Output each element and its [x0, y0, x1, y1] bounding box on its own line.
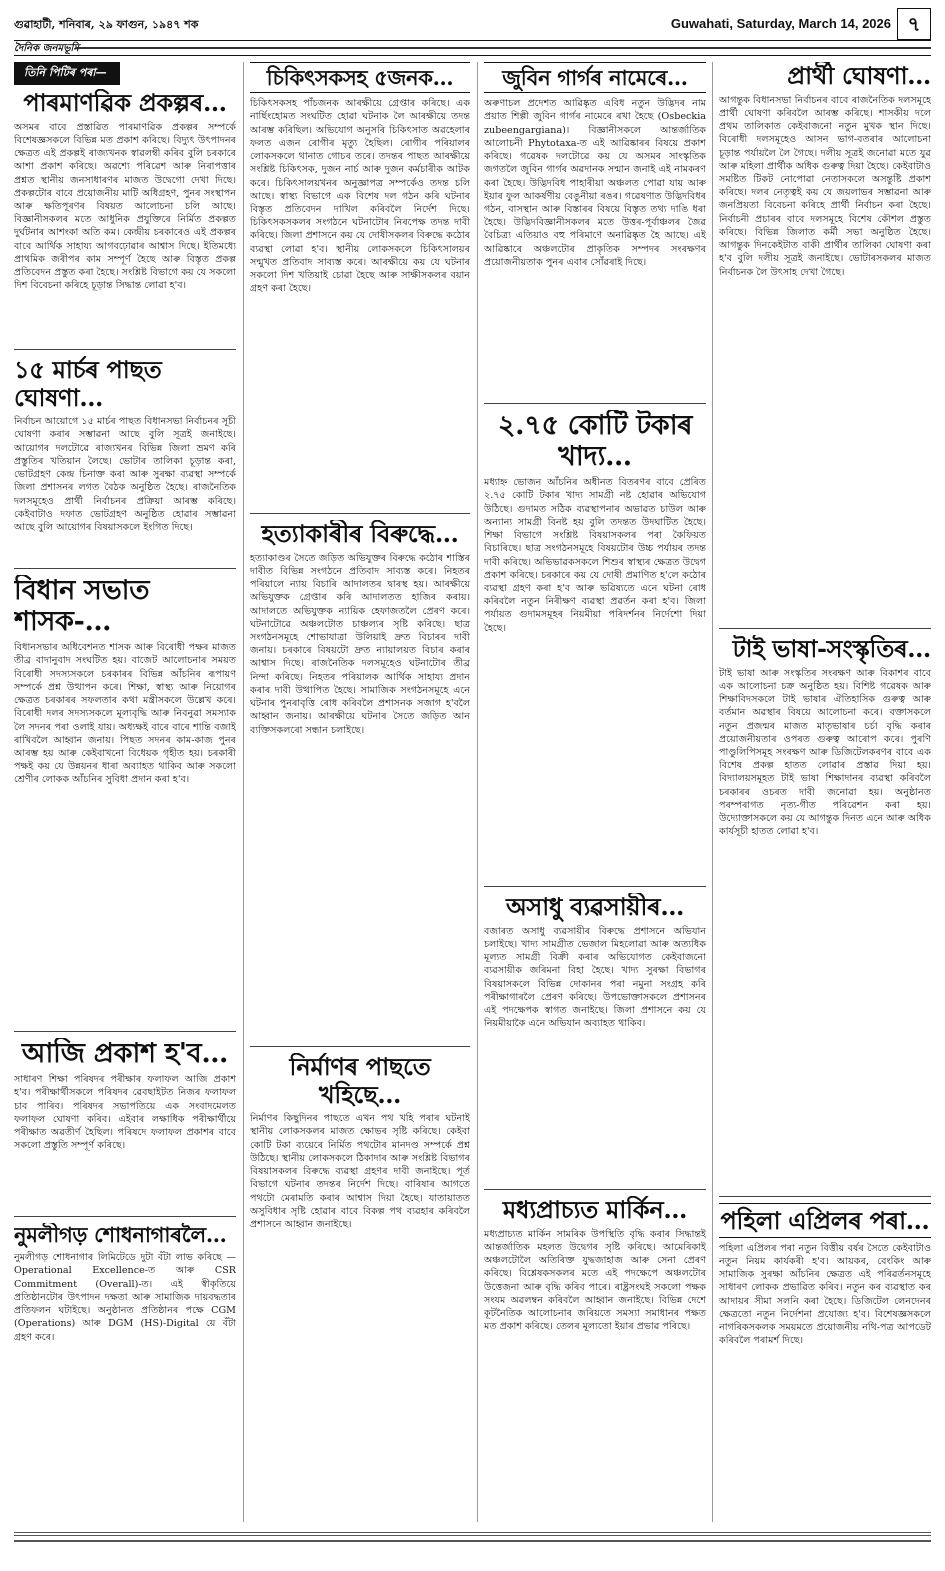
divider: [484, 403, 706, 404]
article-results: [14, 1038, 236, 1210]
masthead-bar: [14, 14, 931, 36]
headline[interactable]: প্ৰাৰ্থী ঘোষণা…: [787, 62, 931, 90]
article-assembly: [14, 575, 236, 1025]
article-middle-east: [484, 1196, 706, 1496]
headline[interactable]: হত্যাকাৰীৰ বিৰুদ্ধে…: [261, 520, 459, 548]
headline[interactable]: ২.৭৫ কোটি টকাৰ খাদ্য…: [497, 410, 693, 473]
footer-rule: [14, 1540, 931, 1542]
article-body: নিৰ্বাচন আয়োগে ১৫ মাৰ্চৰ পাছত বিধানসভা নিৰ্বাচনৰ সূচী ঘোষণা কৰাৰ সম্ভাৱনা আছে বুলি সূত্ৰই জনাইছে। আয়োগৰ দলটোৱে ৰাজ্যখনৰ বিভিন্ন জিলা ভ্ৰমণ কৰি প্ৰস্তুতিৰ খতিয়ান লৈছে। ভোটাৰ তালিকা চূড়ান্ত কৰা, ভোটগ্ৰহণ কেন্দ্ৰ চিনাক্ত কৰা আৰু সুৰক্ষা ব্যৱস্থা সম্পৰ্কে জিলা প্ৰশাসনৰ লগত বৈঠক অনুষ্ঠিত হৈছে। ৰাজনৈতিক দলসমূহেও প্ৰাৰ্থী নিৰ্বাচনৰ প্ৰক্ৰিয়া আৰম্ভ কৰিছে। কেইবাটাও দফাত ভোটগ্ৰহণ অনুষ্ঠিত হোৱাৰ সম্ভাৱনা আছে বুলি আয়োগৰ বিষয়াসকলে ইংগিত দিছে।: [14, 416, 236, 534]
headline[interactable]: টাই ভাষা-সংস্কৃতিৰ…: [732, 635, 931, 663]
article-numaligarh: [14, 1223, 236, 1423]
article-road-collapse: [250, 1053, 470, 1493]
date-assamese: গুৱাহাটী, শনিবাৰ, ২৯ ফাগুন, ১৯৪৭ শক: [14, 18, 199, 31]
headline[interactable]: চিকিৎসকসহ ৫জনক…: [250, 62, 470, 93]
column-rule: [477, 62, 478, 1522]
headline[interactable]: পহিলা এপ্ৰিলৰ পৰা…: [719, 1203, 931, 1238]
headline[interactable]: মধ্যপ্ৰাচ্যত মাৰ্কিন…: [502, 1196, 688, 1224]
article-body: নিৰ্মাণৰ কিছুদিনৰ পাছতে এখন পথ খহি পৰাৰ ঘটনাই স্থানীয় লোকসকলৰ মাজত ক্ষোভৰ সৃষ্টি কৰিছে। কেইবা কোটি টকা ব্যয়েৰে নিৰ্মিত পথটোৰ মানদণ্ড সম্পৰ্কে প্ৰশ্ন উঠিছে। স্থানীয় লোকসকলে ঠিকাদাৰ আৰু সংশ্লিষ্ট বিভাগৰ বিষয়াসকলৰ বিৰুদ্ধে ব্যৱস্থা গ্ৰহণৰ দাবী জনাইছে। পূৰ্ত বিভাগে ঘটনাৰ তদন্তৰ নিৰ্দেশ দিছে। বাৰিষাৰ আগতে পথটো মেৰামতি কৰাৰ আশ্বাস দিয়া হৈছে। যাতায়াতত অসুবিধাৰ সৃষ্টি হোৱাৰ বাবে বিকল্প পথ ব্যৱহাৰ কৰিবলৈ প্ৰশাসনে আহ্বান জনাইছে।: [250, 1113, 470, 1231]
headline[interactable]: নুমলীগড় শোধনাগাৰলৈ…: [14, 1223, 227, 1247]
column-3: [484, 62, 706, 1496]
article-body: চিকিৎসকসহ পাঁচজনক আৰক্ষীয়ে গ্ৰেপ্তাৰ কৰিছে। এক নাৰ্ছিংহোমত সংঘটিত হোৱা ঘটনাক লৈ আৰক্ষীয়ে তদন্ত আৰম্ভ কৰিছিল। অভিযোগ অনুসৰি চিকিৎসাত অৱহেলাৰ ফলত এজন ৰোগীৰ মৃত্যু হৈছিল। ৰোগীৰ পৰিয়ালৰ লোকসকলে থানাত গোচৰ তৰে। তদন্তৰ পাছত আৰক্ষীয়ে সংশ্লিষ্ট চিকিৎসক, দুজন নাৰ্চ আৰু দুজন কৰ্মচাৰীক আটক কৰে। চিকিৎসালয়খনৰ অনুজ্ঞাপত্ৰ সম্পৰ্কেও তদন্ত চলি আছে। স্বাস্থ্য বিভাগে এক বিশেষ দল গঠন কৰি ঘটনাৰ বিস্তৃত প্ৰতিবেদন দাখিল কৰিবলৈ নিৰ্দেশ দিছে। চিকিৎসকসকলৰ সংগঠনে ঘটনাটোৰ নিৰপেক্ষ তদন্ত দাবী কৰিছে। জিলা প্ৰশাসনে কয় যে দোষীসকলৰ বিৰুদ্ধে কঠোৰ ব্যৱস্থা লোৱা হ'ব। স্থানীয় লোকসকলে চিকিৎসালয়ৰ সন্মুখত প্ৰতিবাদ সাব্যস্ত কৰে। আৰক্ষীয়ে কয় যে ঘটনাৰ সকলো দিশ খতিয়াই চোৱা হৈছে আৰু সাক্ষীসকলৰ বয়ান গ্ৰহণ কৰা হৈছে।: [250, 98, 470, 295]
article-zubeen-plant: [484, 62, 706, 397]
divider: [14, 568, 236, 569]
article-body: হত্যাকাণ্ডৰ সৈতে জড়িত অভিযুক্তৰ বিৰুদ্ধে কঠোৰ শাস্তিৰ দাবীত বিভিন্ন সংগঠনে প্ৰতিবাদ সাব্যস্ত কৰে। নিহতৰ পৰিয়ালে ন্যায় বিচাৰি আদালতৰ দ্বাৰস্থ হয়। আৰক্ষীয়ে অভিযুক্তক গ্ৰেপ্তাৰ কৰি আদালতত হাজিৰ কৰায়। আদালতে অভিযুক্তক ন্যায়িক হেফাজতলৈ প্ৰেৰণ কৰে। ঘটনাটোৱে অঞ্চলটোত চাঞ্চল্যৰ সৃষ্টি কৰিছে। ছাত্ৰ সংগঠনসমূহে শোভাযাত্ৰা উলিয়াই দ্ৰুত বিচাৰৰ দাবী জনায়। চৰকাৰে বিষয়টো দ্ৰুত ন্যায়ালয়ত বিচাৰ কৰাৰ আশ্বাস দিছে। ৰাজনৈতিক দলসমূহেও ঘটনাটোৰ তীব্ৰ নিন্দা কৰিছে। নিহতৰ পৰিয়ালক আৰ্থিক সাহায্য প্ৰদান কৰাৰ দাবী উত্থাপিত হৈছে। সামাজিক সংগঠনসমূহে এনে ঘটনাৰ পুনৰাবৃত্তি ৰোধ কৰিবলৈ প্ৰশাসনক সজাগ হ'বলৈ আহ্বান জনায়। আৰক্ষীয়ে ঘটনাৰ সৈতে জড়িত আন ব্যক্তিসকলৰো সন্ধান চলাইছে।: [250, 552, 470, 736]
article-body: পহিলা এপ্ৰিলৰ পৰা নতুন বিত্তীয় বৰ্ষৰ সৈতে কেইবাটাও নতুন নিয়ম কাৰ্যকৰী হ'ব। আয়কৰ, বেংকিং আৰু সামাজিক সুৰক্ষা আঁচনিৰ ক্ষেত্ৰত এই পৰিৱৰ্তনসমূহে সাধাৰণ লোকক প্ৰভাৱিত কৰিব। নতুন কৰ ব্যৱস্থাত কৰ আদায়ৰ সীমা সলনি কৰা হৈছে। ডিজিটেল লেনদেনৰ ক্ষেত্ৰতো নতুন নিৰ্দেশনা প্ৰযোজ্য হ'ব। বিশেষজ্ঞসকলে নাগৰিকসকলক সময়মতে প্ৰয়োজনীয় নথি-পত্ৰ আপডেট কৰিবলৈ পৰামৰ্শ দিছে।: [719, 1242, 931, 1347]
brand-divider: [76, 47, 931, 49]
article-nuclear-project: [14, 89, 236, 343]
article-body: নুমলীগড় শোধনাগাৰ লিমিটেডে দুটা বঁটা লাভ কৰিছে — Operational Excellence-ত আৰু CSR Commitment (Overall)-ত। এই স্বীকৃতিয়ে প্ৰতিষ্ঠানটোৰ উৎপাদন দক্ষতা আৰু সামাজিক দায়বদ্ধতাৰ প্ৰতিফলন ঘটাইছে। অনুষ্ঠানত প্ৰতিষ্ঠানৰ পক্ষে CGM (Operations) আৰু DGM (HS)-Digital য়ে বঁটা গ্ৰহণ কৰে।: [14, 1252, 236, 1343]
article-body: বজাৰত অসাধু ব্যৱসায়ীৰ বিৰুদ্ধে প্ৰশাসনে অভিযান চলাইছে। খাদ্য সামগ্ৰীত ভেজাল মিহলোৱা আৰু অত্যধিক মূল্যত সামগ্ৰী বিক্ৰী কৰাৰ অভিযোগত কেইবাজনো ব্যৱসায়ীক জৰিমনা বিহা হৈছে। খাদ্য সুৰক্ষা বিভাগৰ বিষয়াসকলে বিভিন্ন দোকানৰ পৰা নমুনা সংগ্ৰহ কৰি পৰীক্ষাগাৰলৈ প্ৰেৰণ কৰিছে। উপভোক্তাসকলে প্ৰশাসনৰ এই পদক্ষেপক স্বাগত জনাইছে। জিলা প্ৰশাসনে কয় যে নিয়মীয়াকৈ এনে অভিযান অব্যাহত থাকিব।: [484, 925, 706, 1030]
divider: [484, 886, 706, 887]
article-march15: [14, 356, 236, 562]
divider: [14, 1216, 236, 1217]
column-2: [250, 62, 470, 1493]
brand-bar: [14, 40, 931, 56]
article-body: বিধানসভাৰ অধিবেশনত শাসক আৰু বিৰোধী পক্ষৰ মাজত তীব্ৰ বাদানুবাদ সংঘটিত হয়। বাজেট আলোচনাৰ সময়ত বিৰোধী সদস্যসকলে চৰকাৰৰ বিভিন্ন আঁচনিৰ ৰূপায়ণ সম্পৰ্কে প্ৰশ্ন উত্থাপন কৰে। শিক্ষা, স্বাস্থ্য আৰু নিয়োগৰ ক্ষেত্ৰত চৰকাৰৰ সফলতাৰ কথা মন্ত্ৰীসকলে উল্লেখ কৰে। বিৰোধী দলৰ সদস্যসকলে মূল্যবৃদ্ধি আৰু নিবনুৱা সমস্যাক লৈ সদনৰ পৰা ওলাই যায়। অধ্যক্ষই বাৰে বাৰে শান্তি বজাই ৰাখিবলৈ আহ্বান জনায়। পিছত সদনৰ কাম-কাজ পুনৰ আৰম্ভ হয় আৰু কেইবাখনো বিধেয়ক গৃহীত হয়। চৰকাৰী পক্ষই কয় যে উন্নয়নৰ ধাৰা অব্যাহত থাকিব আৰু সকলো শ্ৰেণীৰ লোকক আঁচনিৰ সুবিধা প্ৰদান কৰা হ'ব।: [14, 642, 236, 786]
column-1: [14, 62, 236, 1423]
footer-rule: [14, 1532, 931, 1536]
column-rule: [243, 62, 244, 1522]
headline[interactable]: বিধান সভাত শাসক-…: [14, 575, 150, 638]
article-tai-language: [719, 635, 931, 1190]
divider: [719, 1196, 931, 1197]
article-food-waste: [484, 410, 706, 880]
divider: [719, 628, 931, 629]
headline[interactable]: পাৰমাণৱিক প্ৰকল্পৰ…: [23, 89, 227, 117]
article-body: আগন্তুক বিধানসভা নিৰ্বাচনৰ বাবে ৰাজনৈতিক দলসমূহে প্ৰাৰ্থী ঘোষণা কৰিবলৈ আৰম্ভ কৰিছে। শাসকীয় দলে প্ৰথম তালিকাত কেইবাজনো নতুন মুখক স্থান দিছে। বিৰোধী দলসমূহেও আসন ভাগ-বতৰাৰ আলোচনা চূড়ান্ত পৰ্যায়লৈ লৈ গৈছে। দলীয় সূত্ৰই জনোৱা মতে যুৱ আৰু মহিলা প্ৰাৰ্থীক অধিক গুৰুত্ব দিয়া হৈছে। কেইবাটাও সমষ্টিত টিকট নোপোৱা নেতাসকলে অসন্তুষ্টি প্ৰকাশ কৰিছে। দলৰ নেতৃত্বই কয় যে জয়লাভৰ সম্ভাৱনা আৰু জনপ্ৰিয়তা বিবেচনা কৰিহে প্ৰাৰ্থী নিৰ্বাচন কৰা হৈছে। নিৰ্বাচনী প্ৰচাৰৰ বাবে দলসমূহে বিশেষ কৌশল প্ৰস্তুত কৰিছে। বিভিন্ন জিলাত কৰ্মী সভা অনুষ্ঠিত হৈছে। আগন্তুক দিনকেইটাত বাকী প্ৰাৰ্থীৰ তালিকা ঘোষণা কৰা হ'ব বুলি দলীয় সূত্ৰই জনাইছে। ভোটাৰসকলৰ মাজত নিৰ্বাচনক লৈ উৎসাহ দেখা গৈছে।: [719, 94, 931, 278]
article-body: টাই ভাষা আৰু সংস্কৃতিৰ সংৰক্ষণ আৰু বিকাশৰ বাবে এক আলোচনা চক্ৰ অনুষ্ঠিত হয়। বিশিষ্ট গৱেষক আৰু শিক্ষাবিদসকলে টাই ভাষাৰ ঐতিহাসিক গুৰুত্ব আৰু বৰ্তমান অৱস্থাৰ বিষয়ে আলোচনা কৰে। বক্তাসকলে নতুন প্ৰজন্মৰ মাজত মাতৃভাষাৰ চৰ্চা বৃদ্ধি কৰাৰ প্ৰয়োজনীয়তাৰ ওপৰত গুৰুত্ব আৰোপ কৰে। পুৰণি পাণ্ডুলিপিসমূহ সংৰক্ষণ আৰু ডিজিটেলকৰণৰ বাবে এক বিশেষ প্ৰকল্প হাতত লোৱাৰ প্ৰস্তাৱ দিয়া হয়। বিদ্যালয়সমূহত টাই ভাষা শিক্ষাদানৰ ব্যৱস্থা কৰিবলৈ চৰকাৰৰ ওচৰত দাবী জনোৱা হয়। অনুষ্ঠানত পৰম্পৰাগত নৃত্য-গীত পৰিৱেশন কৰা হয়। উদ্যোক্তাসকলে কয় যে আগন্তুক দিনত এনে আৰু অধিক কাৰ্যসূচী হাতত লোৱা হ'ব।: [719, 667, 931, 838]
article-body: অৰুণাচল প্ৰদেশত আৱিষ্কৃত এবিধ নতুন উদ্ভিদৰ নাম প্ৰয়াত শিল্পী জুবিন গাৰ্গৰ নামেৰে ৰখা হৈছে (Osbeckia zubeengargiana)। বিজ্ঞানীসকলে আন্তৰ্জাতিক আলোচনী Phytotaxa-ত এই আৱিষ্কাৰৰ বিষয়ে প্ৰকাশ কৰিছে। গৱেষক দলটোৱে কয় যে অসমৰ সাংস্কৃতিক জগতলৈ জুবিন গাৰ্গৰ অৱদানক সন্মান জনাই এই নামকৰণ কৰা হৈছে। উদ্ভিদবিধ পাহাৰীয়া অঞ্চলত পোৱা যায় আৰু ইয়াৰ ফুল আকৰ্ষণীয় বেঙুনীয়া ৰঙৰ। গৱেষণাত উদ্ভিদবিধৰ গঠন, বাসস্থান আৰু বিস্তাৰৰ বিষয়ে বিস্তৃত তথ্য দাঙি ধৰা হৈছে। উদ্ভিদবিজ্ঞানীসকলৰ মতে উত্তৰ-পূৰ্বাঞ্চলৰ জৈৱ বৈচিত্ৰ্য এতিয়াও বহু পৰিমাণে অনাৱিষ্কৃত হৈ আছে। এই আৱিষ্কাৰে অঞ্চলটোৰ প্ৰাকৃতিক সম্পদৰ সংৰক্ষণৰ প্ৰয়োজনীয়তাক পুনৰ এবাৰ সোঁৱৰাই দিছে।: [484, 98, 706, 268]
article-doctors-arrest: [250, 62, 470, 507]
continued-kicker: তিনি পিটিৰ পৰা—: [14, 62, 120, 85]
article-body: মধ্যাহ্ন ভোজন আঁচনিৰ অধীনত বিতৰণৰ বাবে প্ৰেৰিত ২.৭৫ কোটি টকাৰ খাদ্য সামগ্ৰী নষ্ট হোৱাৰ অভিযোগ উঠিছে। গুদামত সঠিক ব্যৱস্থাপনাৰ অভাৱত চাউল আৰু অন্যান্য সামগ্ৰী বিনষ্ট হয় বুলি তদন্তত উদঘাটিত হৈছে। শিক্ষা বিভাগে সংশ্লিষ্ট বিষয়াসকলৰ পৰা কৈফিয়ত বিচাৰিছে। ছাত্ৰ সংগঠনসমূহে বিষয়টোৰ উচ্চ পৰ্যায়ৰ তদন্ত দাবী কৰিছে। অভিভাৱকসকলে শিশুৰ স্বাস্থ্যৰ ক্ষেত্ৰত উদ্বেগ প্ৰকাশ কৰিছে। চৰকাৰে কয় যে দোষী প্ৰমাণিত হ'লে কঠোৰ ব্যৱস্থা গ্ৰহণ কৰা হ'ব আৰু ভৱিষ্যতে এনে ঘটনা ৰোধ কৰিবলৈ নতুন নিৰীক্ষণ ব্যৱস্থা প্ৰৱৰ্তন কৰা হ'ব। জিলা পৰ্যায়ত গুদামসমূহৰ নিয়মীয়া পৰিদৰ্শনৰ নিৰ্দেশো দিয়া হৈছে।: [484, 477, 706, 634]
headline[interactable]: নিৰ্মাণৰ পাছতে খহিছে…: [289, 1053, 431, 1109]
page-number: ৭: [897, 8, 931, 40]
divider: [14, 1031, 236, 1032]
divider: [250, 513, 470, 514]
article-body: সাধাৰণ শিক্ষা পৰিষদৰ পৰীক্ষাৰ ফলাফল আজি প্ৰকাশ হ'ব। পৰীক্ষাৰ্থীসকলে পৰিষদৰ ৱেবছাইটত নিজৰ ফলাফল চাব পাৰিব। পৰিষদৰ সভাপতিয়ে এক সংবাদমেলত ফলাফল ঘোষণা কৰিব। এইবাৰ লক্ষাধিক পৰীক্ষাৰ্থীয়ে পৰীক্ষাত অৱতীৰ্ণ হৈছিল। পৰিষদে ফলাফল প্ৰকাশৰ বাবে সকলো প্ৰস্তুতি সম্পূৰ্ণ কৰিছে।: [14, 1074, 236, 1152]
article-april-first: [719, 1203, 931, 1503]
divider: [484, 1189, 706, 1190]
column-4: [719, 62, 931, 1503]
headline[interactable]: আজি প্ৰকাশ হ'ব…: [21, 1038, 229, 1069]
article-dishonest-traders: [484, 893, 706, 1183]
column-rule: [712, 62, 713, 1522]
headline[interactable]: অসাধু ব্যৱসায়ীৰ…: [505, 893, 685, 921]
date-english: Guwahati, Saturday, March 14, 2026: [670, 16, 891, 31]
newspaper-brand: দৈনিক জনমভূমি: [14, 43, 79, 54]
article-killer: [250, 520, 470, 1040]
article-body: অসমৰ বাবে প্ৰস্তাৱিত পাৰমাণৱিক প্ৰকল্পৰ সম্পৰ্কে বিশেষজ্ঞসকলে বিভিন্ন মত প্ৰকাশ কৰিছে। বিদ্যুৎ উৎপাদনৰ ক্ষেত্ৰত এই প্ৰকল্পই ৰাজ্যখনক স্বাৱলম্বী কৰিব বুলি চৰকাৰে আশা প্ৰকাশ কৰিছে। অৱশ্যে পৰিৱেশ আৰু নিৰাপত্তাৰ প্ৰশ্নত স্থানীয় জনসাধাৰণৰ মাজত উদ্বেগো দেখা দিছে। প্ৰকল্পটোৰ বাবে প্ৰয়োজনীয় মাটি অধিগ্ৰহণ, পুনৰ সংস্থাপন আৰু ক্ষতিপূৰণৰ বিষয়ত আলোচনা চলি আছে। বিজ্ঞানীসকলৰ মতে আধুনিক প্ৰযুক্তিৰে নিৰ্মিত প্ৰকল্পত দুৰ্ঘটনাৰ আশংকা অতি কম। কেন্দ্ৰীয় চৰকাৰেও এই প্ৰকল্পৰ বাবে আৰ্থিক সাহায্য আগবঢ়োৱাৰ আশ্বাস দিছে। ইতিমধ্যে প্ৰাথমিক জৰীপৰ কাম সম্পূৰ্ণ হৈছে আৰু বিস্তৃত প্ৰকল্প প্ৰতিবেদন প্ৰস্তুত কৰা হৈছে। সংশ্লিষ্ট বিভাগে কয় যে সকলো দিশ বিবেচনা কৰিহে চূড়ান্ত সিদ্ধান্ত লোৱা হ'ব।: [14, 121, 236, 292]
article-body: মধ্যপ্ৰাচ্যত মাৰ্কিন সামৰিক উপস্থিতি বৃদ্ধি কৰাৰ সিদ্ধান্তই আন্তৰ্জাতিক মহলত উদ্বেগৰ সৃষ্টি কৰিছে। আমেৰিকাই অঞ্চলটোলৈ অতিৰিক্ত যুদ্ধজাহাজ আৰু সেনা প্ৰেৰণ কৰিছে। বিশ্লেষকসকলৰ মতে এই পদক্ষেপে অঞ্চলটোৰ উত্তেজনা আৰু বৃদ্ধি কৰিব পাৰে। ৰাষ্ট্ৰসংঘই সকলো পক্ষক সংযম অৱলম্বন কৰিবলৈ আহ্বান জনাইছে। বিভিন্ন দেশে কূটনৈতিক আলোচনাৰ জৰিয়তে সমস্যা সমাধানৰ পক্ষত মত প্ৰকাশ কৰিছে। তেলৰ মূল্যতো ইয়াৰ প্ৰভাৱ পৰিছে।: [484, 1228, 706, 1333]
headline[interactable]: জুবিন গাৰ্গৰ নামেৰে…: [484, 62, 706, 93]
headline[interactable]: ১৫ মাৰ্চৰ পাছত ঘোষণা…: [14, 356, 162, 412]
divider: [250, 1046, 470, 1047]
divider: [14, 349, 236, 350]
article-candidate-announcement: [719, 62, 931, 622]
